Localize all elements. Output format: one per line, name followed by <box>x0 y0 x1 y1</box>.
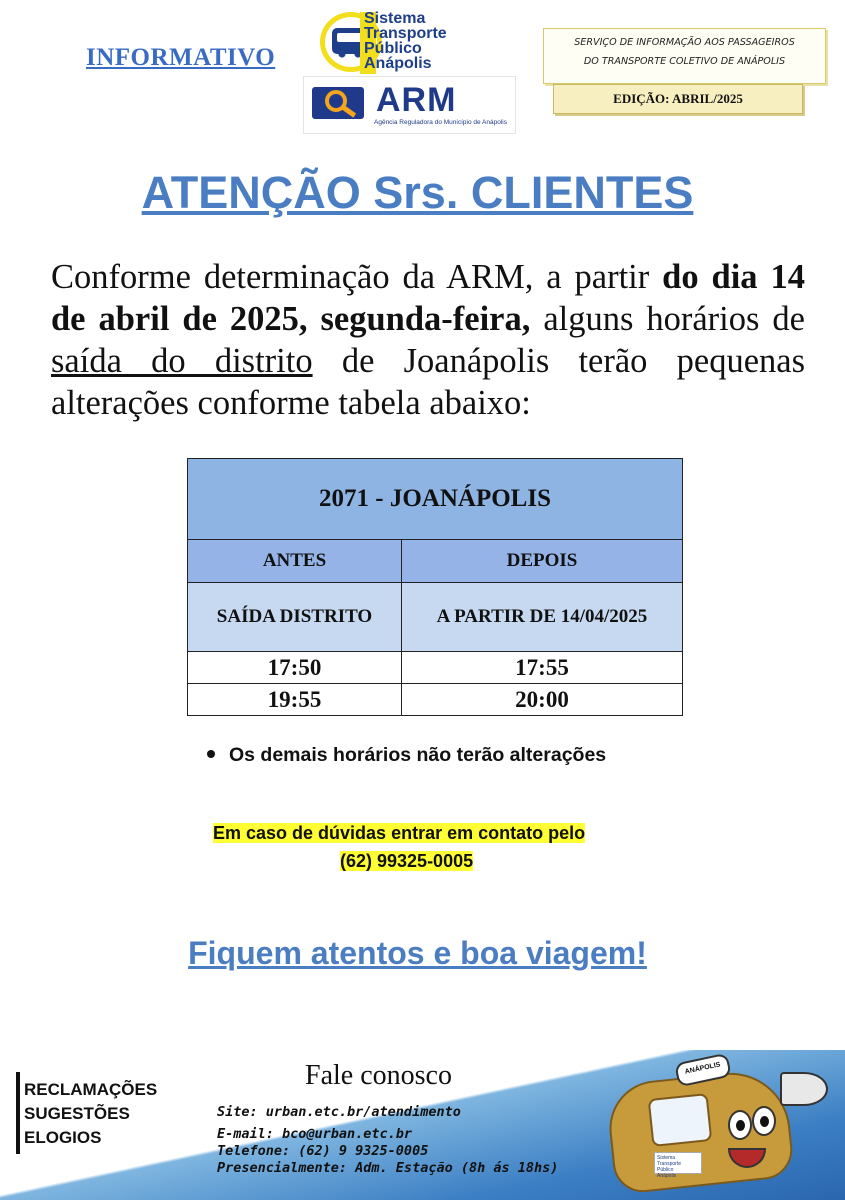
bullet-icon <box>207 750 215 758</box>
stpa-line-2: Transporte <box>364 25 447 42</box>
footer-phone: Telefone: (62) 9 9325-0005 <box>217 1143 429 1159</box>
footer-presencial: Presencialmente: Adm. Estação (8h ás 18hs) <box>217 1160 559 1176</box>
para-part-1: Conforme determinação da ARM, a partir <box>51 258 663 296</box>
sub-after-header: A PARTIR DE 14/04/2025 <box>402 583 683 652</box>
mascot-window <box>648 1093 713 1147</box>
col-after-header: DEPOIS <box>402 540 683 583</box>
route-header: 2071 - JOANÁPOLIS <box>188 459 683 540</box>
contact-line-1: Em caso de dúvidas entrar em contato pelo <box>213 823 586 843</box>
service-info-box <box>543 28 826 84</box>
megaphone-icon <box>780 1072 828 1106</box>
contact-phone: (62) 99325-0005 <box>340 851 474 871</box>
mini-logo-line-3: Público <box>657 1167 674 1173</box>
note-item <box>207 744 606 767</box>
arm-logo-text: ARM <box>376 81 457 119</box>
service-info-line-2: DO TRANSPORTE COLETIVO DE ANÁPOLIS <box>583 56 786 67</box>
fale-conosco-heading: Fale conosco <box>305 1060 452 1091</box>
mini-logo-line-4: Anápolis <box>657 1173 677 1179</box>
mascot-mini-logo <box>654 1152 702 1179</box>
sub-before-header: SAÍDA DISTRITO <box>188 583 402 652</box>
arm-logo-subtitle: Agência Reguladora do Município de Anápolis <box>374 119 507 126</box>
stpa-logo <box>320 10 495 74</box>
para-date-bold: do dia 14 de abril de 2025, segunda-feira, <box>51 258 805 338</box>
mascot-eye-left <box>728 1110 752 1140</box>
arm-mark-tail <box>342 105 356 117</box>
contact-line-2-wrap <box>340 849 473 873</box>
contact-line-1-wrap <box>213 821 585 845</box>
footer-word-elogios: ELOGIOS <box>24 1128 102 1147</box>
time-after: 20:00 <box>402 684 683 716</box>
table-row <box>188 684 683 716</box>
para-part-5: de Joanápolis terão pequenas alterações conforme tabela abaixo: <box>51 342 805 422</box>
footer-email: E-mail: bco@urban.etc.br <box>217 1126 413 1142</box>
announcement-paragraph <box>51 256 805 424</box>
schedule-table <box>187 458 683 716</box>
closing-message: Fiquem atentos e boa viagem! <box>188 935 647 971</box>
page-title: ATENÇÃO Srs. CLIENTES <box>141 167 694 218</box>
time-after: 17:55 <box>402 652 683 684</box>
time-before: 17:50 <box>188 652 402 684</box>
footer-word-reclamacoes: RECLAMAÇÕES <box>24 1080 158 1099</box>
stpa-line-3: Público <box>364 40 422 57</box>
informativo-label: INFORMATIVO <box>86 44 276 71</box>
footer-divider <box>16 1072 20 1154</box>
mini-logo-line-2: Transporte <box>657 1161 681 1167</box>
mini-logo-line-1: Sistema <box>657 1155 676 1161</box>
footer-word-sugestoes: SUGESTÕES <box>24 1104 130 1123</box>
stpa-line-1: Sistema <box>364 10 426 27</box>
edition-badge: EDIÇÃO: ABRIL/2025 <box>553 84 803 114</box>
col-before-header: ANTES <box>188 540 402 583</box>
mascot-sign: ANÁPOLIS <box>674 1053 732 1088</box>
time-before: 19:55 <box>188 684 402 716</box>
para-underline: saída do distrito <box>51 342 313 380</box>
mascot-eye-right <box>752 1106 776 1136</box>
table-row <box>188 652 683 684</box>
bus-mascot <box>610 1058 830 1193</box>
arm-mark-icon <box>312 87 364 119</box>
stpa-line-4: Anápolis <box>364 55 432 72</box>
arm-logo <box>303 76 516 134</box>
para-part-3: alguns horários de <box>530 300 805 338</box>
service-info-line-1: SERVIÇO DE INFORMAÇÃO AOS PASSAGEIROS <box>574 37 795 48</box>
note-text: Os demais horários não terão alterações <box>229 744 607 766</box>
footer-site: Site: urban.etc.br/atendimento <box>217 1104 461 1120</box>
